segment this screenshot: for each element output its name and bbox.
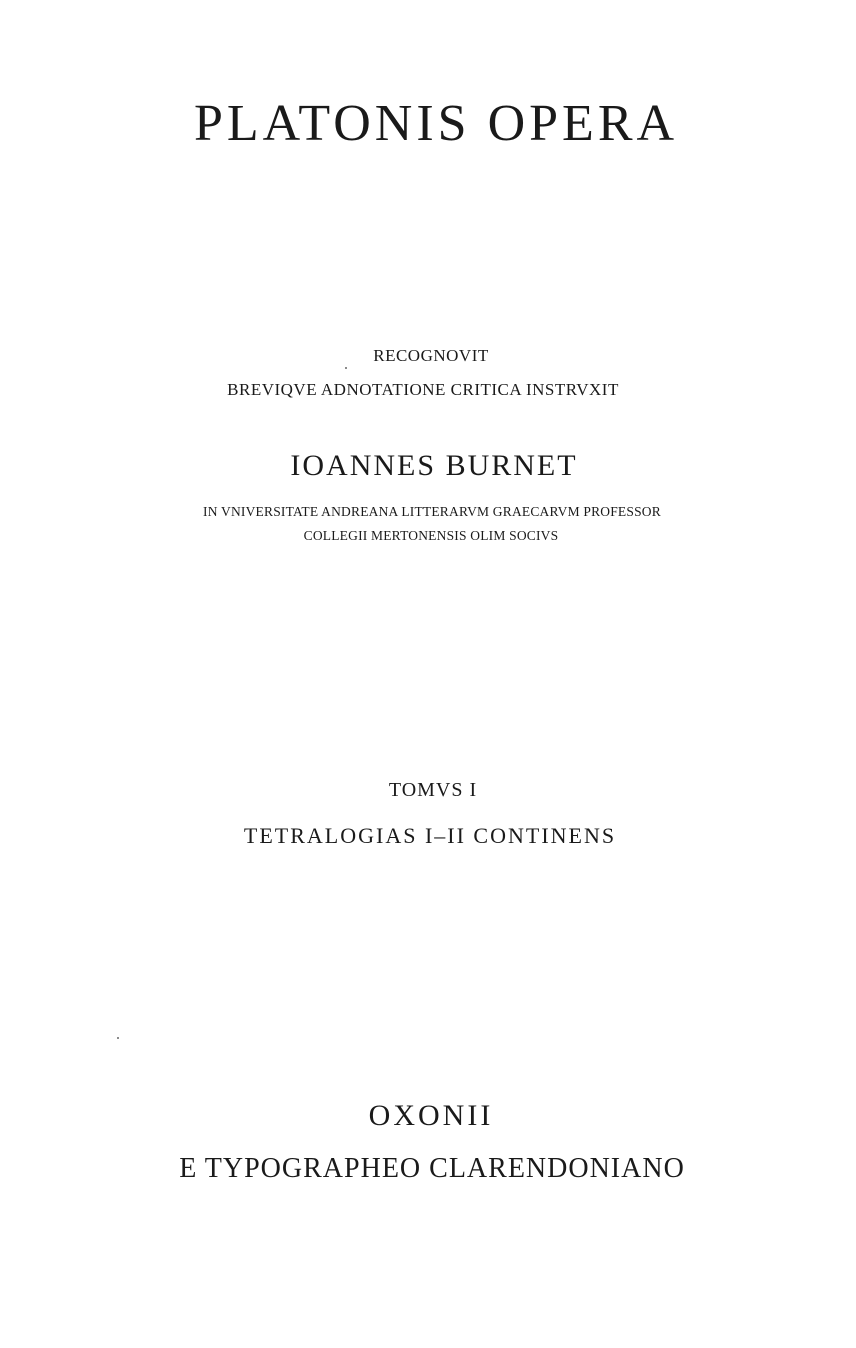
editorial-note-line: BREVIQVE ADNOTATIONE CRITICA INSTRVXIT bbox=[227, 380, 619, 399]
book-title: PLATONIS OPERA bbox=[193, 95, 679, 152]
publisher-name: E TYPOGRAPHEO CLARENDONIANO bbox=[179, 1153, 685, 1184]
editor-name: IOANNES BURNET bbox=[290, 449, 578, 482]
volume-number: TOMVS I bbox=[388, 779, 478, 801]
volume-contents: TETRALOGIAS I–II CONTINENS bbox=[243, 823, 617, 848]
print-speck bbox=[345, 367, 347, 369]
recognovit-line: RECOGNOVIT bbox=[373, 346, 489, 365]
print-speck bbox=[117, 1037, 119, 1039]
publication-place: OXONII bbox=[368, 1099, 494, 1132]
editor-affiliation-line-1: IN VNIVERSITATE ANDREANA LITTERARVM GRAECARVM PROFESSOR bbox=[203, 504, 661, 519]
editor-affiliation-line-2: COLLEGII MERTONENSIS OLIM SOCIVS bbox=[303, 528, 559, 543]
